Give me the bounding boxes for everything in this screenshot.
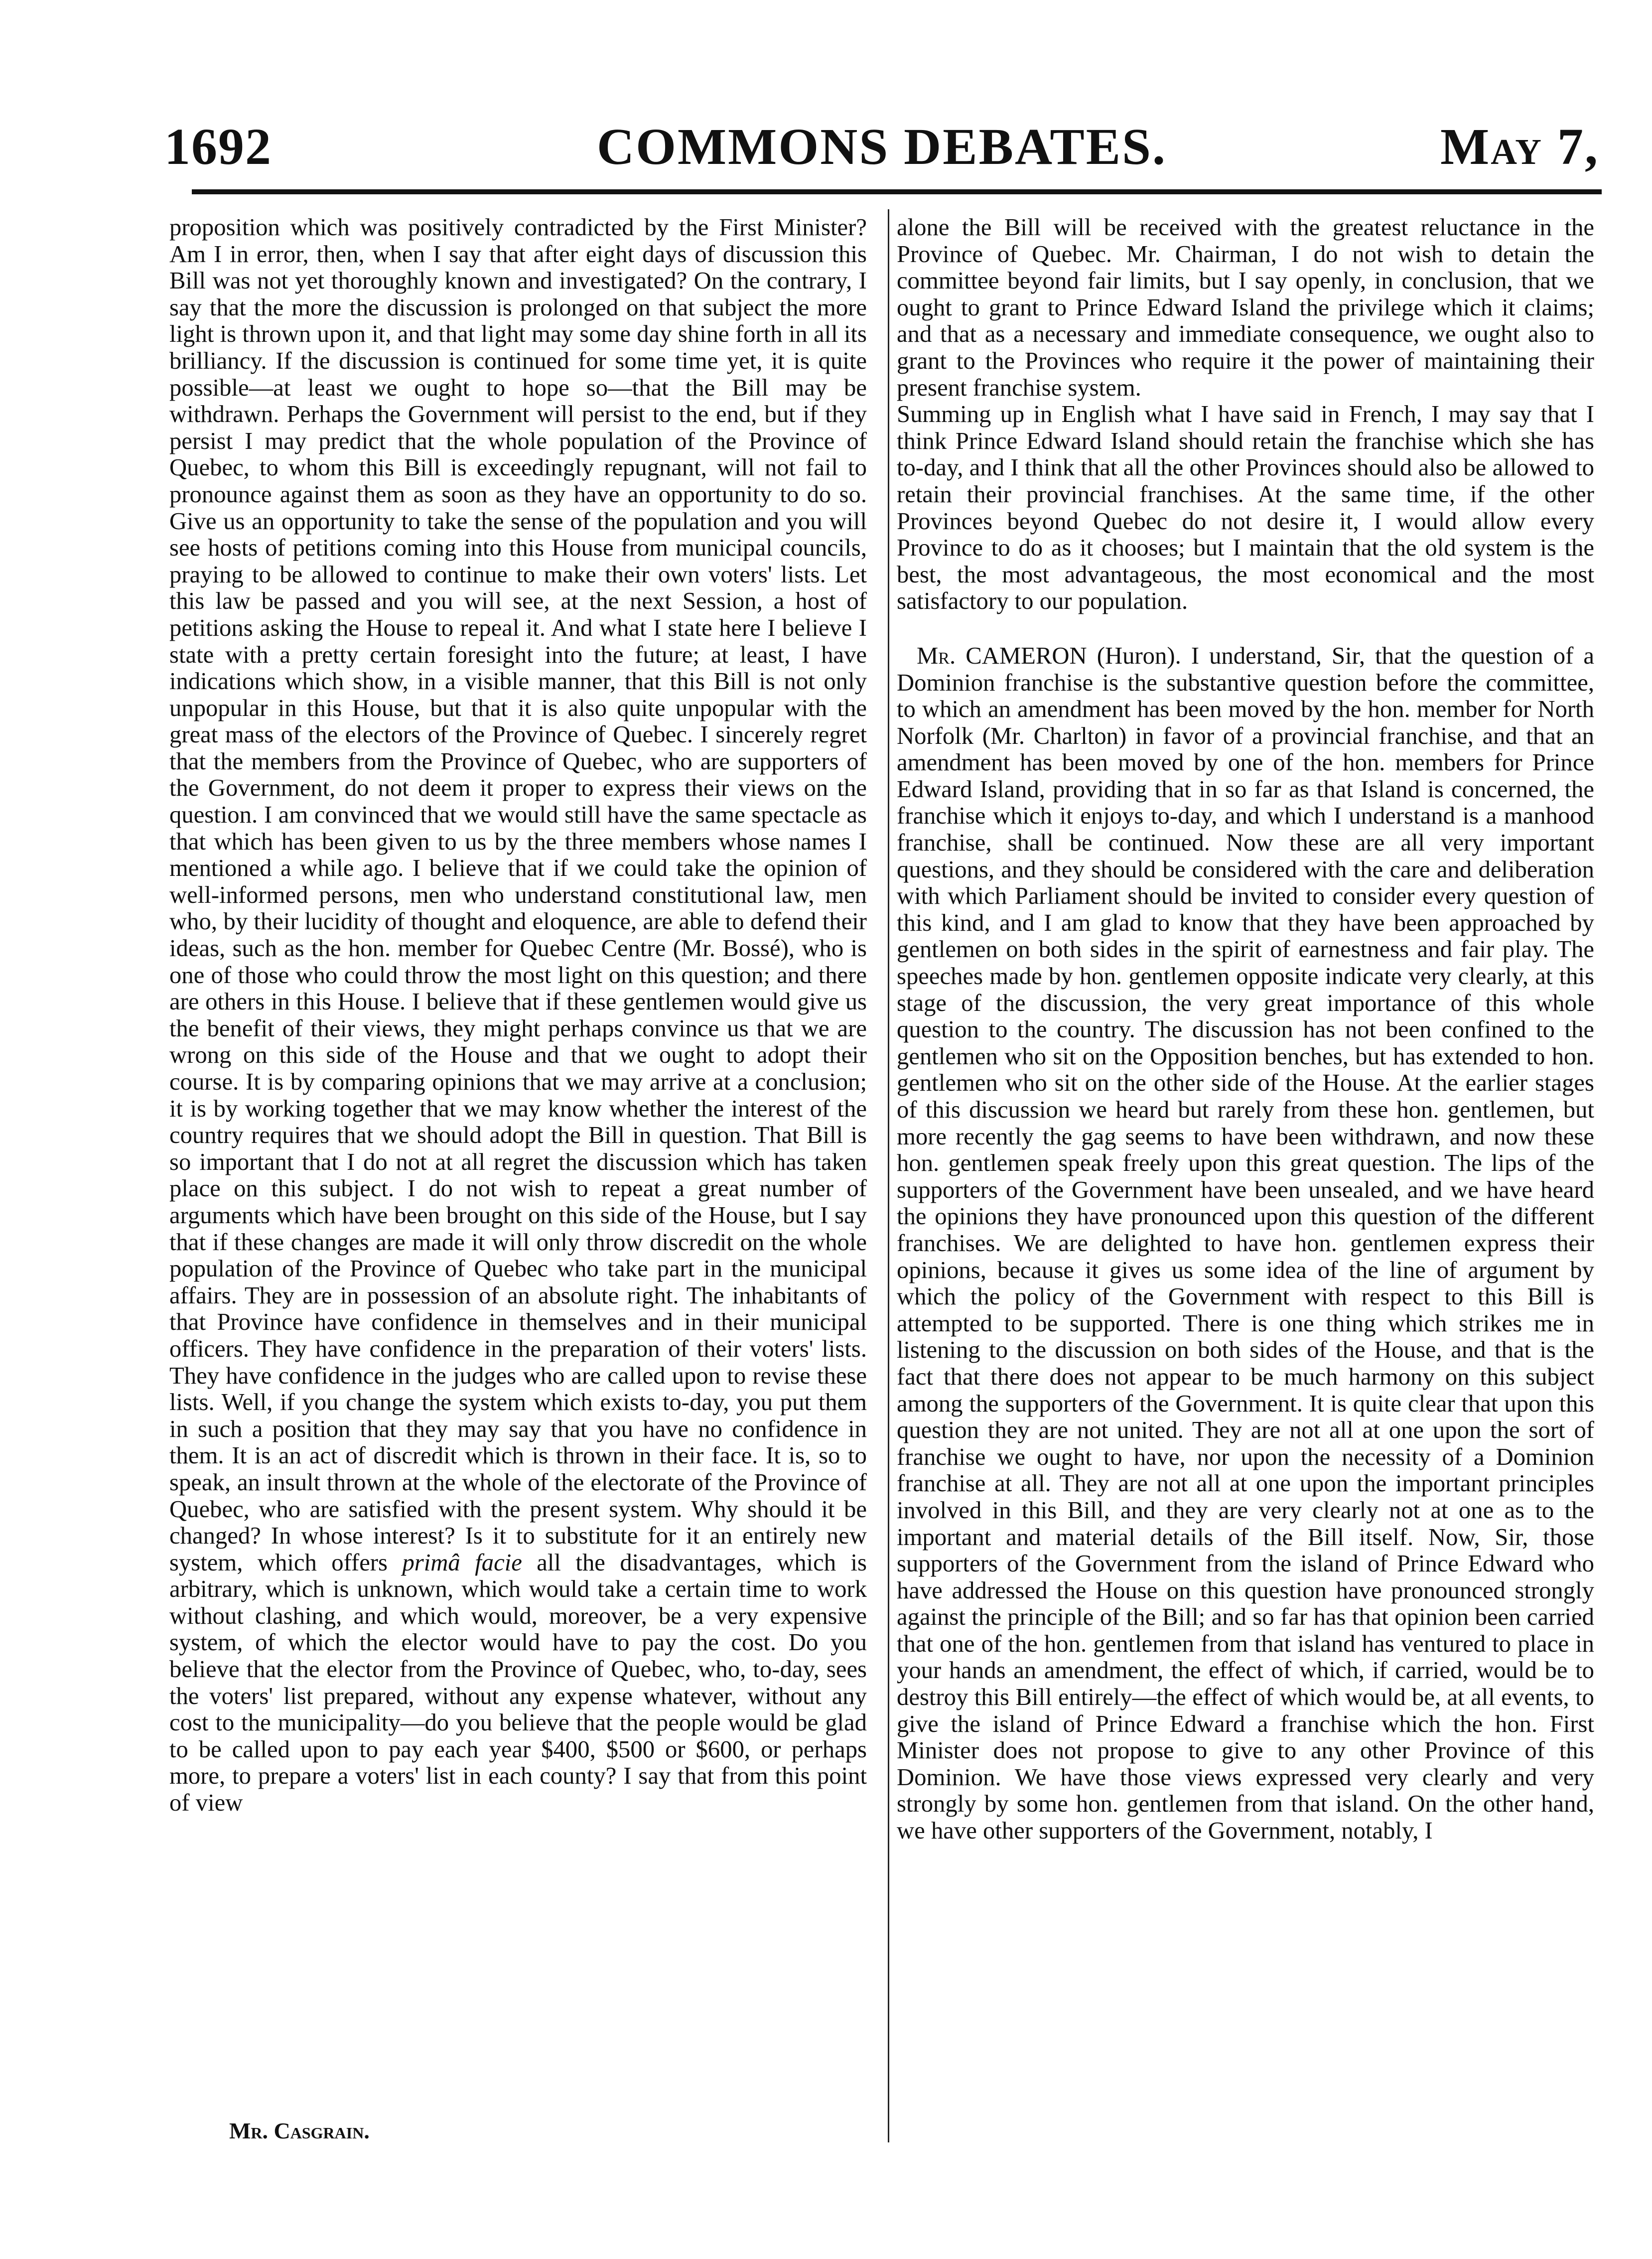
journal-title: COMMONS DEBATES. (597, 118, 1167, 175)
page-date: May 7, (1440, 118, 1599, 175)
right-paragraph-2: Summing up in English what I have said in French, I may say that I think Prince Edward Island should retain the franchise which she has to-day, and I think that all the other Provinces should also be allowed to retain their provincial franchises. At the same time, if the other Provinces beyond Quebec do not desire it, I would allow every Province to do as it chooses; but I maintain that the old system is the best, the most advantageous, the most economical and the most satisfactory to our population. (897, 401, 1594, 615)
speaker-name: Mr. CAMERON (917, 642, 1087, 669)
left-column (169, 214, 867, 1817)
column-divider (888, 209, 889, 2142)
left-paragraph-italic: primâ facie (402, 1549, 522, 1576)
right-column (897, 214, 1594, 1844)
footer-speaker-label: Mr. Casgrain. (229, 2118, 370, 2143)
header-rule (192, 189, 1602, 194)
left-paragraph-text: proposition which was positively contradicted by the First Minister? Am I in error, then, when I say that after eight days of discussion this Bill was not yet thoroughly known and investigated? On the contrary, I say that the more the discussion is prolonged on that subject the more light is thrown upon it, and that light may some day shine forth in all its brilliancy. If the discussion is continued for some time yet, it is quite possible—at least we ought to hope so—that the Bill may be withdrawn. Perhaps the Government will persist to the end, but if they persist I may predict that the whole population of the Province of Quebec, to whom this Bill is exceedingly repugnant, will not fail to pronounce against them as soon as they have an opportunity to do so. Give us an opportunity to take the sense of the population and you will see hosts of petitions coming into this House from municipal councils, praying to be allowed to continue to make their own voters' lists. Let this law be passed and you will see, at the next Session, a host of petitions asking the House to repeal it. And what I state here I believe I state with a pretty certain foresight into the future; at least, I have indications which show, in a visible manner, that this Bill is not only unpopular in this House, but that it is also quite unpopular with the great mass of the electors of the Province of Quebec. I sincerely regret that the members from the Province of Quebec, who are supporters of the Government, do not deem it proper to express their views on the question. I am convinced that we would still have the same spectacle as that which has been given to us by the three members whose names I mentioned a while ago. I believe that if we could take the opinion of well-informed persons, men who understand constitutional law, men who, by their lucidity of thought and eloquence, are able to defend their ideas, such as the hon. member for Quebec Centre (Mr. Bossé), who is one of those who could throw the most light on this question; and there are others in this House. I believe that if these gentlemen would give us the benefit of their views, they might perhaps convince us that we are wrong on this side of the House and that we ought to adopt their course. It is by comparing opinions that we may arrive at a conclusion; it is by working together that we may know whether the interest of the country requires that we should adopt the Bill in question. That Bill is so important that I do not at all regret the discussion which has taken place on this subject. I do not wish to repeat a great number of arguments which have been brought on this side of the House, but I say that if these changes are made it will only throw discredit on the whole population of the Province of Quebec who take part in the municipal affairs. They are in possession of an absolute right. The inhabitants of that Province have confidence in themselves and in their municipal officers. They have confidence in the preparation of their voters' lists. They have confidence in the judges who are called upon to revise these lists. Well, if you change the system which exists to-day, you put them in such a position that they may say that you have no confidence in them. It is an act of discredit which is thrown in their face. It is, so to speak, an insult thrown at the whole of the electorate of the Province of Quebec, who are satisfied with the present system. Why should it be changed? In whose interest? Is it to substitute for it an entirely new system, which offers (169, 214, 867, 1576)
page-header (164, 117, 1599, 192)
right-paragraph-3-text: (Huron). I understand, Sir, that the question of a Dominion franchise is the substantive question before the committee, to which an amendment has been moved by the hon. member for North Norfolk (Mr. Charlton) in favor of a provincial franchise, and that an amendment has been moved by one of the hon. members for Prince Edward Island, providing that in so far as that Island is concerned, the franchise which it enjoys to-day, and which I understand is a manhood franchise, shall be continued. Now these are all very important questions, and they should be considered with the care and deliberation with which Parliament should be invited to consider every question of this kind, and I am glad to know that they have been approached by gentlemen on both sides in the spirit of earnestness and fair play. The speeches made by hon. gentlemen opposite indicate very clearly, at this stage of the discussion, the very great importance of this whole question to the country. The discussion has not been confined to the gentlemen who sit on the Opposition benches, but has extended to hon. gentlemen who sit on the other side of the House. At the earlier stages of this discussion we heard but rarely from these hon. gentlemen, but more recently the gag seems to have been withdrawn, and now these hon. gentlemen speak freely upon this great question. The lips of the supporters of the Government have been unsealed, and we have heard the opinions they have pronounced upon this question of the different franchises. We are delighted to have hon. gentlemen express their opinions, because it gives us some idea of the line of argument by which the policy of the Government with respect to this Bill is attempted to be supported. There is one thing which strikes me in listening to the discussion on both sides of the House, and that is the fact that there does not appear to be much harmony on this subject among the supporters of the Government. It is quite clear that upon this question they are not united. They are not all at one upon the sort of franchise we ought to have, nor upon the necessity of a Dominion franchise at all. They are not all at one upon the important principles involved in this Bill, and they are very clearly not at one as to the important and material details of the Bill itself. Now, Sir, those supporters of the Government from the island of Prince Edward who have addressed the House on this question have pronounced strongly against the principle of the Bill; and so far has that opinion been carried that one of the hon. gentlemen from that island has ventured to place in your hands an amendment, the effect of which, if carried, would be to destroy this Bill entirely—the effect of which would be, at all events, to give the island of Prince Edward a franchise which the hon. First Minister does not propose to give to any other Province of this Dominion. We have those views expressed very clearly and very strongly by some hon. gentlemen from that island. On the other hand, we have other supporters of the Government, notably, I (897, 642, 1594, 1844)
right-paragraph-1: alone the Bill will be received with the greatest reluctance in the Province of Quebec. Mr. Chairman, I do not wish to detain the committee beyond fair limits, but I say openly, in conclusion, that we ought to grant to Prince Edward Island the privilege which it claims; and that as a necessary and immediate consequence, we ought also to grant to the Provinces who require it the power of maintaining their present franchise system. (897, 214, 1594, 401)
right-paragraph-3 (897, 643, 1594, 1844)
page-number: 1692 (164, 118, 272, 175)
left-paragraph (169, 214, 867, 1817)
left-paragraph-text-end: all the disadvantages, which is arbitrary, which is unknown, which would take a certain time to work without clashing, and which would, moreover, be a very expensive system, of which the elector would have to pay the cost. Do you believe that the elector from the Province of Quebec, who, to-day, sees the voters' list prepared, without any expense whatever, without any cost to the municipality—do you believe that the people would be glad to be called upon to pay each year $400, $500 or $600, or perhaps more, to prepare a voters' list in each county? I say that from this point of view (169, 1549, 867, 1817)
